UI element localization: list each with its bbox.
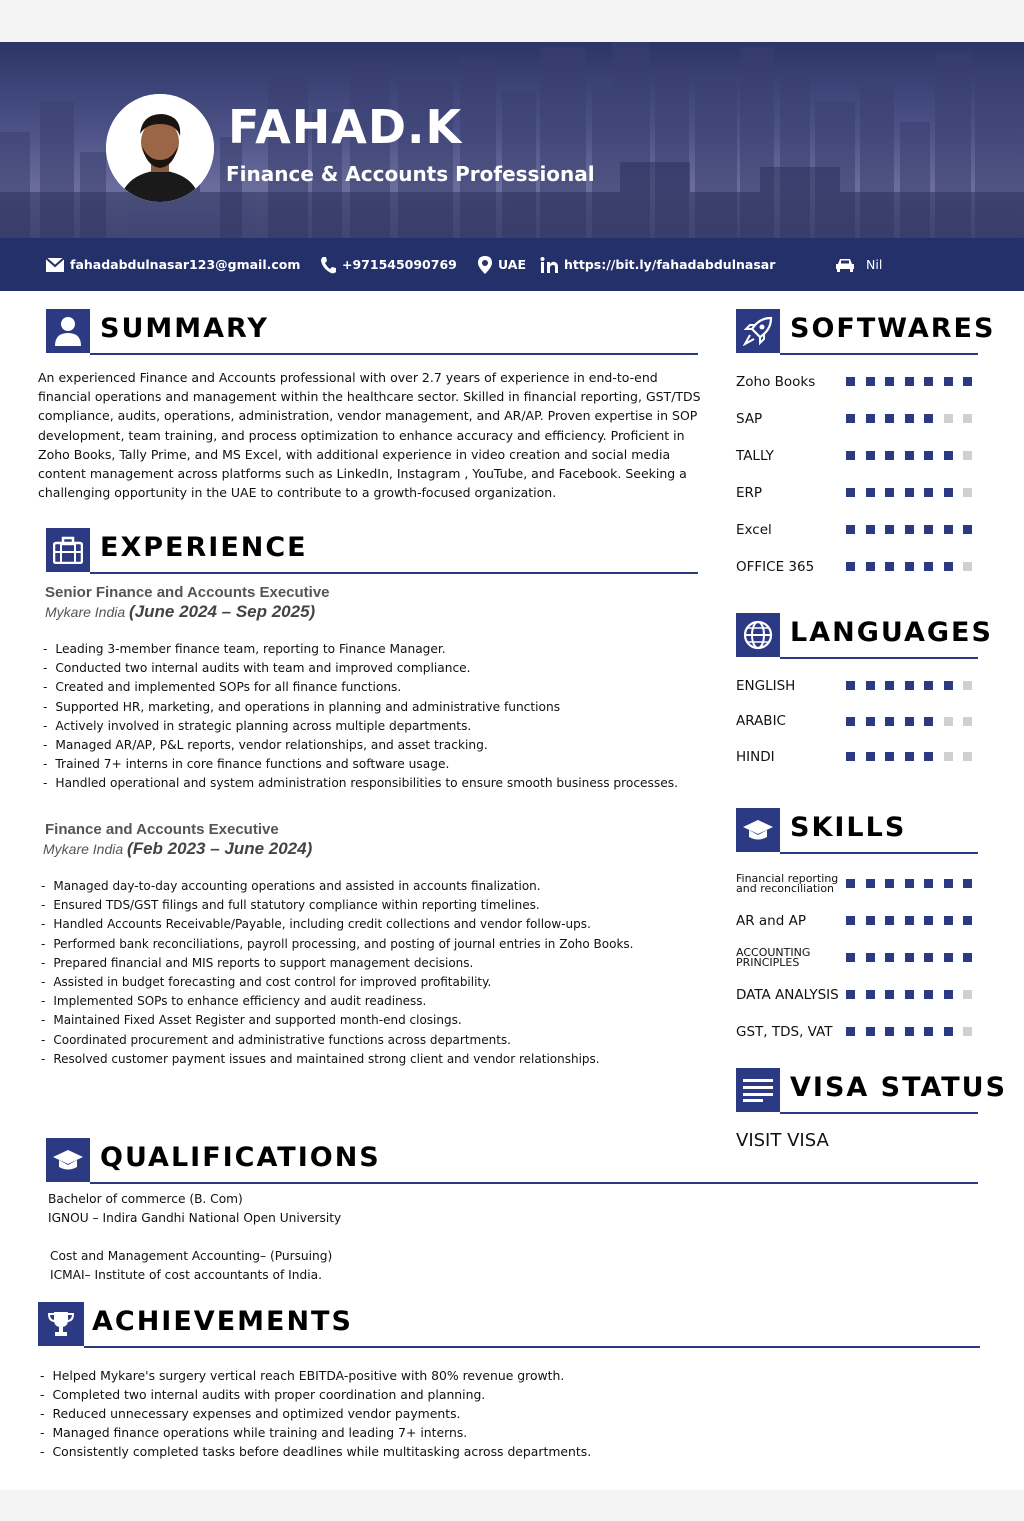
rating-dot (866, 377, 875, 386)
rating-dot (866, 717, 875, 726)
rating-dot (866, 916, 875, 925)
rating-dot (924, 879, 933, 888)
email-text: fahadabdulnasar123@gmail.com (70, 257, 301, 272)
candidate-name: FAHAD.K (228, 100, 463, 154)
softwares-label: TALLY (736, 447, 774, 464)
rating-dot (885, 717, 894, 726)
qualification-2 (50, 1247, 332, 1285)
rating-dot (944, 414, 953, 423)
rating-dot (905, 717, 914, 726)
softwares-row (736, 555, 976, 579)
list-item: - Managed AR/AP, P&L reports, vendor relationships, and asset tracking. (43, 736, 678, 755)
qualification-1 (48, 1190, 341, 1228)
list-item: - Leading 3-member finance team, reporting to Finance Manager. (43, 640, 678, 659)
skills-row (736, 983, 976, 1007)
rating-dot (944, 717, 953, 726)
rating-dot (846, 377, 855, 386)
rating-dot (963, 488, 972, 497)
candidate-role: Finance & Accounts Professional (226, 162, 595, 186)
rating-dot (944, 1027, 953, 1036)
skills-title: SKILLS (790, 812, 907, 843)
skills-label: AR and AP (736, 912, 806, 929)
car-icon (836, 258, 854, 272)
job-2-bullets (41, 877, 633, 1069)
phone-text: +971545090769 (342, 257, 457, 272)
rating-dot (885, 377, 894, 386)
softwares-label: Excel (736, 521, 772, 538)
softwares-row (736, 370, 976, 394)
contact-email[interactable] (46, 238, 300, 291)
rating-dot (905, 681, 914, 690)
summary-heading (46, 309, 698, 355)
achievements-title: ACHIEVEMENTS (92, 1306, 353, 1337)
rating-dot (846, 681, 855, 690)
rating-dot (846, 752, 855, 761)
achievements-heading (38, 1302, 980, 1348)
list-item: - Handled operational and system administration responsibilities to ensure smooth business processes. (43, 774, 678, 793)
rating-dot (846, 990, 855, 999)
trophy-icon (38, 1302, 84, 1346)
rating-dot (846, 717, 855, 726)
list-item: - Supported HR, marketing, and operations in planning and administrative functions (43, 698, 678, 717)
list-item: - Consistently completed tasks before deadlines while multitasking across departments. (40, 1442, 591, 1461)
softwares-row (736, 444, 976, 468)
rating-dot (846, 562, 855, 571)
rating-dot (963, 990, 972, 999)
rating-dot (846, 1027, 855, 1036)
graduation-cap-icon (736, 808, 780, 852)
rating-dot (866, 562, 875, 571)
rating-dot (905, 990, 914, 999)
rating-dot (885, 879, 894, 888)
rating-dot (944, 752, 953, 761)
visa-title: VISA STATUS (790, 1072, 1008, 1103)
rating-dot (866, 953, 875, 962)
list-item: - Coordinated procurement and administrative functions across departments. (41, 1031, 633, 1050)
job-1-bullets (43, 640, 678, 794)
rating-dot (866, 879, 875, 888)
rating-dot (924, 953, 933, 962)
rating-dot (963, 953, 972, 962)
languages-row (736, 745, 976, 769)
rating-dot (846, 451, 855, 460)
rating-dot (963, 717, 972, 726)
rating-dot (846, 953, 855, 962)
job-2-period: (Feb 2023 – June 2024) (127, 839, 313, 858)
languages-row (736, 674, 976, 698)
rating-dot (866, 451, 875, 460)
qualification-university: IGNOU – Indira Gandhi National Open University (48, 1211, 342, 1226)
softwares-label: OFFICE 365 (736, 558, 815, 575)
languages-row (736, 710, 976, 734)
rating-dot (846, 525, 855, 534)
rating-dot (846, 414, 855, 423)
rocket-icon (736, 309, 780, 353)
rating-dot (924, 414, 933, 423)
rating-dot (905, 916, 914, 925)
list-item: - Reduced unnecessary expenses and optimized vendor payments. (40, 1404, 591, 1423)
list-item: - Managed day-to-day accounting operations and assisted in accounts finalization. (41, 877, 633, 896)
rating-dot (924, 990, 933, 999)
list-item: - Trained 7+ interns in core finance functions and software usage. (43, 755, 678, 774)
contact-bar (0, 238, 1024, 291)
rating-dot (885, 916, 894, 925)
map-pin-icon (478, 256, 492, 274)
rating-dot (846, 916, 855, 925)
rating-dot (885, 681, 894, 690)
rating-dot (963, 1027, 972, 1036)
rating-dot (905, 525, 914, 534)
rating-dot (866, 414, 875, 423)
rating-dot (924, 525, 933, 534)
visa-heading (736, 1068, 1008, 1114)
contact-driving (836, 238, 882, 291)
rating-dot (944, 488, 953, 497)
list-item: - Implemented SOPs to enhance efficiency and audit readiness. (41, 992, 633, 1011)
job-2-title: Finance and Accounts Executive (45, 821, 279, 838)
experience-title: EXPERIENCE (100, 532, 308, 563)
rating-dot (866, 525, 875, 534)
rating-dot (944, 525, 953, 534)
contact-linkedin[interactable] (540, 238, 775, 291)
rating-dot (885, 525, 894, 534)
rating-dot (944, 916, 953, 925)
visa-value: VISIT VISA (736, 1130, 829, 1151)
job-1-org: Mykare India (June 2024 – Sep 2025) (45, 602, 316, 621)
languages-label: ARABIC (736, 713, 786, 729)
envelope-icon (46, 258, 64, 272)
languages-label: HINDI (736, 748, 775, 765)
rating-dot (963, 414, 972, 423)
skills-row (736, 1020, 976, 1044)
softwares-row (736, 518, 976, 542)
rating-dot (905, 562, 914, 571)
rating-dot (885, 414, 894, 423)
list-item: - Resolved customer payment issues and maintained strong client and vendor relationships. (41, 1050, 633, 1069)
job-1-period: (June 2024 – Sep 2025) (129, 602, 316, 621)
rating-dot (885, 953, 894, 962)
rating-dot (944, 562, 953, 571)
rating-dot (944, 990, 953, 999)
list-item: - Ensured TDS/GST filings and full statutory compliance within reporting timelines. (41, 896, 633, 915)
rating-dot (905, 1027, 914, 1036)
document-lines-icon (736, 1068, 780, 1112)
user-icon (46, 309, 90, 353)
rating-dot (924, 717, 933, 726)
rating-dot (885, 1027, 894, 1036)
list-item: - Managed finance operations while training and leading 7+ interns. (40, 1423, 591, 1442)
softwares-row (736, 481, 976, 505)
rating-dot (963, 451, 972, 460)
experience-heading (46, 528, 698, 574)
rating-dot (963, 525, 972, 534)
rating-dot (924, 752, 933, 761)
briefcase-icon (46, 528, 90, 572)
rating-dot (924, 916, 933, 925)
skills-row (736, 872, 976, 896)
languages-title: LANGUAGES (790, 617, 993, 648)
rating-dot (905, 752, 914, 761)
linkedin-text: https://bit.ly/fahadabdulnasar (564, 257, 776, 272)
softwares-row (736, 407, 976, 431)
achievements-bullets (40, 1366, 591, 1461)
driving-text: Nil (866, 257, 883, 272)
list-item: - Helped Mykare's surgery vertical reach EBITDA-positive with 80% revenue growth. (40, 1366, 591, 1385)
rating-dot (866, 681, 875, 690)
rating-dot (924, 488, 933, 497)
rating-dot (924, 681, 933, 690)
rating-dot (924, 1027, 933, 1036)
rating-dot (885, 451, 894, 460)
rating-dot (963, 681, 972, 690)
phone-icon (320, 256, 336, 274)
softwares-title: SOFTWARES (790, 313, 996, 344)
languages-label: ENGLISH (736, 677, 796, 694)
skills-label: Financial reporting and reconciliation (736, 872, 839, 895)
rating-dot (866, 990, 875, 999)
rating-dot (944, 451, 953, 460)
rating-dot (885, 752, 894, 761)
summary-text: An experienced Finance and Accounts professional with over 2.7 years of experience in end-to-end financial operations and management within the healthcare sector. Skilled in financial reporting, GST/TDS compliance, audits, operations, administration, vendor management, and AR/AP. Proven expertise in SOP development, team training, and process optimization to enhance accuracy and efficiency. Proficient in Zoho Books, Tally Prime, and MS Excel, with additional experience in video creation and social media content management across platforms such as LinkedIn, Instagram , YouTube, and Facebook. Seeking a challenging opportunity in the UAE to contribute to a growth-focused organization. (38, 370, 701, 501)
softwares-label: SAP (736, 410, 763, 427)
rating-dot (944, 681, 953, 690)
header-banner (0, 42, 1024, 238)
rating-dot (885, 990, 894, 999)
rating-dot (924, 451, 933, 460)
list-item: - Actively involved in strategic planning across multiple departments. (43, 717, 678, 736)
rating-dot (866, 752, 875, 761)
rating-dot (963, 752, 972, 761)
rating-dot (905, 451, 914, 460)
rating-dot (963, 916, 972, 925)
list-item: - Prepared financial and MIS reports to support management decisions. (41, 954, 633, 973)
softwares-heading (736, 309, 996, 355)
rating-dot (885, 562, 894, 571)
rating-dot (905, 488, 914, 497)
rating-dot (944, 879, 953, 888)
softwares-label: ERP (736, 484, 763, 501)
summary-title: SUMMARY (100, 313, 269, 344)
list-item: - Performed bank reconciliations, payroll processing, and posting of journal entries in Zoho Books. (41, 935, 633, 954)
rating-dot (846, 879, 855, 888)
rating-dot (846, 488, 855, 497)
qualification-course: Cost and Management Accounting– (Pursuing) (50, 1249, 333, 1263)
resume-page (0, 42, 1024, 1490)
list-item: - Handled Accounts Receivable/Payable, including credit collections and vendor follow-ups. (41, 915, 633, 934)
location-text: UAE (498, 257, 526, 272)
skills-row (736, 909, 976, 933)
list-item: - Created and implemented SOPs for all finance functions. (43, 678, 678, 697)
profile-photo (106, 94, 214, 202)
job-2-org: Mykare India (Feb 2023 – June 2024) (43, 839, 313, 858)
list-item: - Maintained Fixed Asset Register and supported month-end closings. (41, 1011, 633, 1030)
qualifications-heading (46, 1138, 978, 1184)
rating-dot (866, 1027, 875, 1036)
skills-heading (736, 808, 978, 854)
rating-dot (963, 377, 972, 386)
rating-dot (924, 377, 933, 386)
rating-dot (963, 879, 972, 888)
rating-dot (905, 879, 914, 888)
rating-dot (944, 377, 953, 386)
rating-dot (944, 953, 953, 962)
list-item: - Assisted in budget forecasting and cost control for improved profitability. (41, 973, 633, 992)
qualification-institute: ICMAI– Institute of cost accountants of India. (50, 1268, 322, 1283)
list-item: - Conducted two internal audits with team and improved compliance. (43, 659, 678, 678)
skills-label: DATA ANALYSIS (736, 986, 839, 1003)
contact-phone[interactable] (320, 238, 457, 291)
skills-row (736, 946, 976, 970)
linkedin-icon (540, 257, 558, 273)
rating-dot (963, 562, 972, 571)
qualification-degree: Bachelor of commerce (B. Com) (48, 1192, 243, 1206)
job-1-title: Senior Finance and Accounts Executive (45, 584, 330, 601)
rating-dot (885, 488, 894, 497)
rating-dot (905, 377, 914, 386)
list-item: - Completed two internal audits with proper coordination and planning. (40, 1385, 591, 1404)
graduation-cap-icon (46, 1138, 90, 1182)
globe-icon (736, 613, 780, 657)
rating-dot (905, 414, 914, 423)
rating-dot (905, 953, 914, 962)
contact-location (478, 238, 526, 291)
languages-heading (736, 613, 993, 659)
rating-dot (924, 562, 933, 571)
softwares-label: Zoho Books (736, 373, 816, 390)
rating-dot (866, 488, 875, 497)
qualifications-title: QUALIFICATIONS (100, 1142, 381, 1173)
skills-label: ACCOUNTING PRINCIPLES (736, 946, 811, 969)
skills-label: GST, TDS, VAT (736, 1023, 833, 1040)
